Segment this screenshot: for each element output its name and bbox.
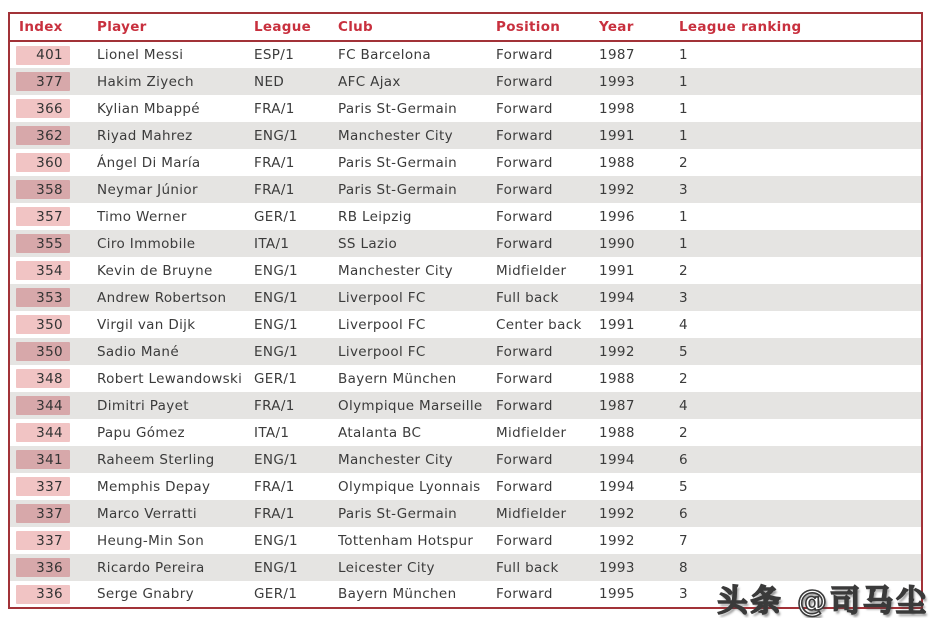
league-cell: ENG/1 [254, 262, 298, 279]
table-row [9, 392, 922, 419]
player-cell: Serge Gnabry [97, 586, 194, 602]
index-badge: 362 [16, 126, 70, 145]
index-cell [9, 554, 97, 581]
index-badge: 350 [16, 342, 70, 361]
table-row [9, 41, 922, 68]
year-cell: 1987 [599, 397, 635, 414]
column-header-position: Position [496, 13, 599, 41]
index-badge: 336 [16, 585, 70, 604]
index-badge: 358 [16, 180, 70, 199]
position-cell: Forward [496, 343, 553, 360]
league-cell: ENG/1 [254, 316, 298, 333]
index-cell [9, 41, 97, 68]
player-cell: Neymar Júnior [97, 181, 198, 198]
league-ranking-cell: 2 [679, 262, 688, 279]
player-cell: Ricardo Pereira [97, 559, 205, 576]
position-cell: Midfielder [496, 505, 567, 522]
column-header-league: League [254, 13, 338, 41]
league-cell: FRA/1 [254, 478, 295, 495]
player-cell: Papu Gómez [97, 424, 185, 441]
header-row [9, 13, 922, 41]
position-cell: Forward [496, 127, 553, 144]
club-cell: Tottenham Hotspur [338, 532, 474, 549]
league-ranking-cell: 6 [679, 451, 688, 468]
player-cell: Timo Werner [97, 208, 187, 225]
year-cell: 1988 [599, 154, 635, 171]
club-cell: Manchester City [338, 127, 453, 144]
table-row [9, 122, 922, 149]
club-cell: Olympique Marseille [338, 397, 483, 414]
league-ranking-cell: 3 [679, 181, 688, 198]
league-ranking-cell: 1 [679, 47, 688, 63]
position-cell: Forward [496, 397, 553, 414]
column-header-year: Year [599, 13, 679, 41]
club-cell: Bayern München [338, 370, 457, 387]
league-ranking-cell: 1 [679, 100, 688, 117]
index-cell [9, 338, 97, 365]
club-cell: Olympique Lyonnais [338, 478, 481, 495]
index-cell [9, 149, 97, 176]
index-badge: 353 [16, 288, 70, 307]
club-cell: AFC Ajax [338, 73, 401, 90]
league-cell: ENG/1 [254, 532, 298, 549]
player-cell: Memphis Depay [97, 478, 211, 495]
league-cell: ENG/1 [254, 127, 298, 144]
index-cell [9, 68, 97, 95]
players-table [8, 12, 923, 609]
year-cell: 1988 [599, 370, 635, 387]
table-body [9, 41, 922, 608]
league-cell: ITA/1 [254, 424, 290, 441]
league-ranking-cell: 1 [679, 127, 688, 144]
index-cell [9, 230, 97, 257]
index-cell [9, 176, 97, 203]
table-row [9, 473, 922, 500]
position-cell: Forward [496, 586, 553, 602]
league-cell: NED [254, 73, 285, 90]
position-cell: Forward [496, 47, 553, 63]
year-cell: 1996 [599, 208, 635, 225]
index-cell [9, 581, 97, 608]
league-cell: ENG/1 [254, 343, 298, 360]
index-badge: 348 [16, 369, 70, 388]
player-cell: Heung-Min Son [97, 532, 205, 549]
table-row [9, 446, 922, 473]
table-row [9, 311, 922, 338]
year-cell: 1991 [599, 316, 635, 333]
index-cell [9, 392, 97, 419]
league-cell: GER/1 [254, 586, 298, 602]
club-cell: Bayern München [338, 586, 457, 602]
index-cell [9, 203, 97, 230]
index-cell [9, 473, 97, 500]
player-cell: Robert Lewandowski [97, 370, 243, 387]
league-cell: FRA/1 [254, 397, 295, 414]
league-cell: FRA/1 [254, 100, 295, 117]
index-badge: 354 [16, 261, 70, 280]
league-cell: FRA/1 [254, 181, 295, 198]
index-badge: 401 [16, 46, 70, 65]
index-cell [9, 500, 97, 527]
league-ranking-cell: 1 [679, 235, 688, 252]
index-badge: 360 [16, 153, 70, 172]
column-header-league-ranking: League ranking [679, 13, 922, 41]
league-cell: GER/1 [254, 208, 298, 225]
position-cell: Forward [496, 478, 553, 495]
column-header-index: Index [9, 13, 97, 41]
club-cell: Leicester City [338, 559, 435, 576]
index-badge: 337 [16, 504, 70, 523]
league-ranking-cell: 5 [679, 343, 688, 360]
index-cell [9, 257, 97, 284]
league-ranking-cell: 2 [679, 424, 688, 441]
index-badge: 344 [16, 423, 70, 442]
index-cell [9, 365, 97, 392]
league-cell: ENG/1 [254, 451, 298, 468]
position-cell: Midfielder [496, 262, 567, 279]
league-ranking-cell: 2 [679, 154, 688, 171]
index-badge: 344 [16, 396, 70, 415]
league-ranking-cell: 7 [679, 532, 688, 549]
position-cell: Forward [496, 235, 553, 252]
table-row [9, 554, 922, 581]
league-ranking-cell: 8 [679, 559, 688, 576]
column-header-player: Player [97, 13, 254, 41]
player-cell: Ángel Di María [97, 154, 201, 171]
year-cell: 1993 [599, 559, 635, 576]
watermark: 头条 @司马尘 [717, 584, 929, 618]
position-cell: Forward [496, 370, 553, 387]
index-cell [9, 95, 97, 122]
player-cell: Marco Verratti [97, 505, 198, 522]
year-cell: 1994 [599, 478, 635, 495]
club-cell: Paris St-Germain [338, 154, 458, 171]
year-cell: 1998 [599, 100, 635, 117]
club-cell: Manchester City [338, 451, 453, 468]
table-row [9, 338, 922, 365]
league-cell: ITA/1 [254, 235, 290, 252]
year-cell: 1987 [599, 47, 635, 63]
index-badge: 337 [16, 531, 70, 550]
player-cell: Sadio Mané [97, 343, 179, 360]
index-cell [9, 419, 97, 446]
index-cell [9, 311, 97, 338]
club-cell: Paris St-Germain [338, 181, 458, 198]
year-cell: 1991 [599, 262, 635, 279]
league-cell: FRA/1 [254, 154, 295, 171]
league-ranking-cell: 1 [679, 208, 688, 225]
year-cell: 1991 [599, 127, 635, 144]
year-cell: 1995 [599, 586, 635, 602]
player-cell: Kevin de Bruyne [97, 262, 213, 279]
year-cell: 1992 [599, 181, 635, 198]
player-cell: Hakim Ziyech [97, 73, 194, 90]
year-cell: 1994 [599, 289, 635, 306]
position-cell: Forward [496, 154, 553, 171]
column-header-club: Club [338, 13, 496, 41]
position-cell: Forward [496, 451, 553, 468]
league-ranking-cell: 5 [679, 478, 688, 495]
index-badge: 357 [16, 207, 70, 226]
club-cell: Liverpool FC [338, 343, 426, 360]
table-row [9, 203, 922, 230]
year-cell: 1992 [599, 505, 635, 522]
player-cell: Andrew Robertson [97, 289, 227, 306]
table-row [9, 527, 922, 554]
position-cell: Forward [496, 181, 553, 198]
table-row [9, 581, 922, 608]
index-badge: 350 [16, 315, 70, 334]
club-cell: Liverpool FC [338, 289, 426, 306]
year-cell: 1992 [599, 532, 635, 549]
position-cell: Midfielder [496, 424, 567, 441]
club-cell: Manchester City [338, 262, 453, 279]
club-cell: Paris St-Germain [338, 505, 458, 522]
player-cell: Dimitri Payet [97, 397, 189, 414]
league-ranking-cell: 4 [679, 316, 688, 333]
position-cell: Center back [496, 316, 582, 333]
table-row [9, 68, 922, 95]
league-cell: ESP/1 [254, 47, 295, 63]
year-cell: 1993 [599, 73, 635, 90]
table-row [9, 284, 922, 311]
table-row [9, 149, 922, 176]
league-cell: FRA/1 [254, 505, 295, 522]
league-cell: GER/1 [254, 370, 298, 387]
position-cell: Full back [496, 559, 559, 576]
club-cell: Liverpool FC [338, 316, 426, 333]
index-badge: 377 [16, 72, 70, 91]
league-ranking-cell: 4 [679, 397, 688, 414]
index-badge: 337 [16, 477, 70, 496]
league-ranking-cell: 2 [679, 370, 688, 387]
index-cell [9, 446, 97, 473]
table-row [9, 365, 922, 392]
club-cell: SS Lazio [338, 235, 398, 252]
index-badge: 355 [16, 234, 70, 253]
league-cell: ENG/1 [254, 559, 298, 576]
table-row [9, 257, 922, 284]
table-row [9, 230, 922, 257]
player-cell: Virgil van Dijk [97, 316, 196, 333]
league-ranking-cell: 3 [679, 586, 688, 602]
club-cell: Atalanta BC [338, 424, 422, 441]
index-cell [9, 122, 97, 149]
player-cell: Raheem Sterling [97, 451, 215, 468]
position-cell: Forward [496, 532, 553, 549]
player-cell: Kylian Mbappé [97, 100, 200, 117]
year-cell: 1992 [599, 343, 635, 360]
index-cell [9, 527, 97, 554]
table-row [9, 176, 922, 203]
player-cell: Riyad Mahrez [97, 127, 193, 144]
league-ranking-cell: 1 [679, 73, 688, 90]
position-cell: Full back [496, 289, 559, 306]
index-badge: 366 [16, 99, 70, 118]
club-cell: Paris St-Germain [338, 100, 458, 117]
club-cell: FC Barcelona [338, 47, 432, 63]
player-cell: Lionel Messi [97, 47, 184, 63]
table-row [9, 500, 922, 527]
year-cell: 1988 [599, 424, 635, 441]
year-cell: 1994 [599, 451, 635, 468]
index-badge: 336 [16, 558, 70, 577]
table-row [9, 419, 922, 446]
index-badge: 341 [16, 450, 70, 469]
index-cell [9, 284, 97, 311]
player-cell: Ciro Immobile [97, 235, 196, 252]
table-row [9, 95, 922, 122]
league-ranking-cell: 6 [679, 505, 688, 522]
league-ranking-cell: 3 [679, 289, 688, 306]
league-cell: ENG/1 [254, 289, 298, 306]
position-cell: Forward [496, 100, 553, 117]
position-cell: Forward [496, 73, 553, 90]
year-cell: 1990 [599, 235, 635, 252]
position-cell: Forward [496, 208, 553, 225]
club-cell: RB Leipzig [338, 208, 412, 225]
